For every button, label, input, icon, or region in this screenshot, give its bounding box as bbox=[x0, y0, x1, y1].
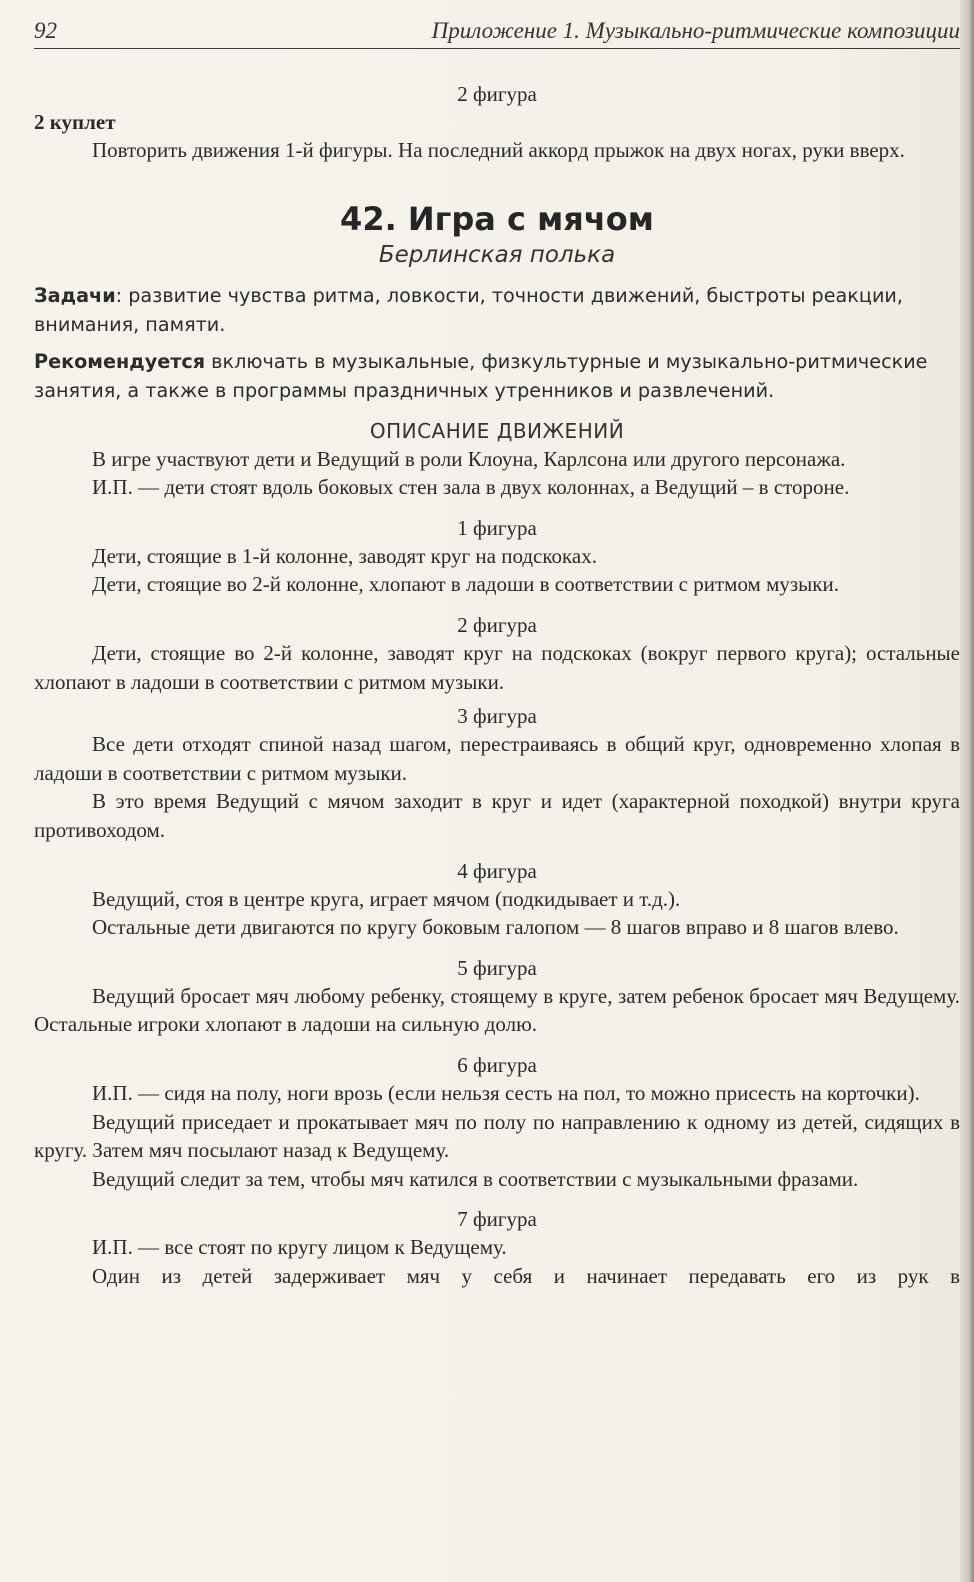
figure-label: 7 фигура bbox=[457, 1207, 537, 1232]
figure-label: 6 фигура bbox=[457, 1052, 537, 1077]
paragraph: Дети, стоящие во 2-й колонне, заводят круг на подскоках (вокруг первого круга); остальные хлопают в ладоши в соответствии с ритмом музыки. bbox=[34, 640, 960, 694]
figure-label: 2 фигура bbox=[457, 82, 537, 106]
section-subtitle: Берлинская полька bbox=[378, 241, 616, 268]
figure-label: 3 фигура bbox=[457, 704, 537, 729]
figure-label: 5 фигура bbox=[457, 955, 537, 980]
paragraph: Ведущий следит за тем, чтобы мяч катился в соответствии с музыкальными фразами. bbox=[92, 1166, 859, 1191]
paragraph: Остальные дети двигаются по кругу боковым галопом — 8 шагов вправо и 8 шагов влево. bbox=[92, 915, 899, 940]
section-title: 42. Игра с мячом bbox=[340, 199, 654, 238]
verse-label: 2 куплет bbox=[34, 110, 116, 134]
page-number: 92 bbox=[34, 18, 57, 43]
paragraph: Ведущий приседает и прокатывает мяч по полу по направлению к одному из детей, сидящих в кругу. Затем мяч посылают назад к Ведущему. bbox=[34, 1109, 960, 1163]
running-title: Приложение 1. Музыкально-ритмические композиции bbox=[431, 18, 960, 43]
paragraph: Ведущий бросает мяч любому ребенку, стоящему в круге, затем ребенок бросает мяч Ведущему. Остальные игроки хлопают в ладоши на сильную долю. bbox=[34, 983, 960, 1037]
paragraph: И.П. — все стоят по кругу лицом к Ведущему. bbox=[92, 1235, 507, 1260]
paragraph: В это время Ведущий с мячом заходит в круг и идет (характерной походкой) внутри круга противоходом. bbox=[34, 789, 960, 842]
figure-label: 4 фигура bbox=[457, 858, 537, 883]
tasks-text: : развитие чувства ритма, ловкости, точности движений, быстроты реакции, внимания, памяти. bbox=[34, 283, 903, 336]
paragraph: Дети, стоящие во 2-й колонне, хлопают в ладоши в соответствии с ритмом музыки. bbox=[92, 572, 839, 597]
figure-label: 1 фигура bbox=[457, 515, 537, 540]
running-header bbox=[34, 14, 960, 49]
paragraph: Повторить движения 1-й фигуры. На последний аккорд прыжок на двух ногах, руки вверх. bbox=[92, 138, 905, 162]
recommend-label: Рекомендуется bbox=[34, 349, 206, 373]
page-content bbox=[34, 80, 960, 1290]
paragraph: В игре участвуют дети и Ведущий в роли Клоуна, Карлсона или другого персонажа. bbox=[92, 446, 846, 471]
paragraph: Все дети отходят спиной назад шагом, перестраиваясь в общий круг, одновременно хлопая в ладоши в соответствии с ритмом музыки. bbox=[34, 732, 960, 785]
tasks-paragraph bbox=[34, 281, 960, 339]
tasks-label: Задачи bbox=[34, 283, 116, 307]
description-heading: ОПИСАНИЕ ДВИЖЕНИЙ bbox=[369, 418, 625, 443]
page-edge bbox=[960, 0, 974, 1582]
recommend-text: включать в музыкальные, физкультурные и музыкально-ритмические занятия, а также в программы праздничных утренников и развлечений. bbox=[34, 349, 928, 402]
paragraph: И.П. — сидя на полу, ноги врозь (если нельзя сесть на пол, то можно присесть на корточки). bbox=[92, 1080, 920, 1105]
paragraph: Один из детей задерживает мяч у себя и начинает передавать его из рук в bbox=[92, 1263, 960, 1288]
recommend-paragraph bbox=[34, 347, 960, 405]
paragraph: Ведущий, стоя в центре круга, играет мячом (подкидывает и т.д.). bbox=[92, 886, 681, 911]
figure-label: 2 фигура bbox=[457, 612, 537, 637]
paragraph: Дети, стоящие в 1-й колонне, заводят круг на подскоках. bbox=[92, 543, 597, 568]
paragraph: И.П. — дети стоят вдоль боковых стен зала в двух колоннах, а Ведущий – в стороне. bbox=[92, 475, 850, 500]
